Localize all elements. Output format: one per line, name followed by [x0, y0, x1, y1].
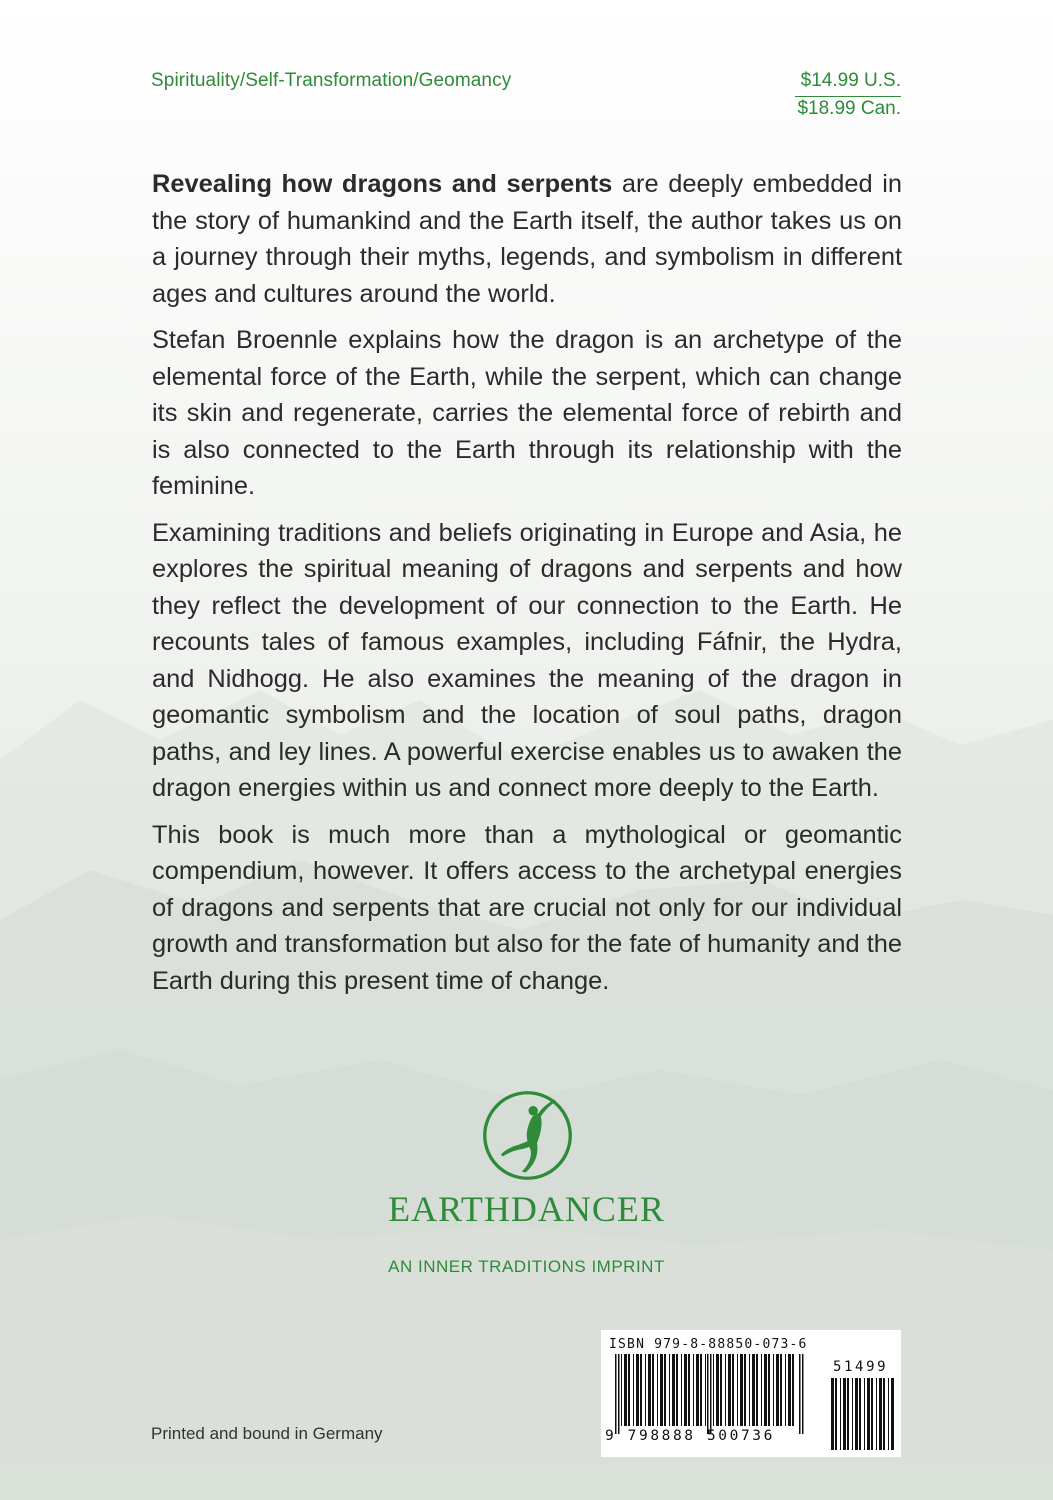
description-lead: Revealing how dragons and serpents — [152, 170, 613, 198]
category-label: Spirituality/Self-Transformation/Geomancy — [151, 70, 512, 91]
book-description — [152, 166, 902, 1009]
printed-in-label: Printed and bound in Germany — [151, 1424, 383, 1443]
barcode-digits: 9 798888 500736 — [605, 1428, 775, 1444]
price-us: $14.99 U.S. — [800, 70, 901, 91]
description-paragraph-4: This book is much more than a mythological or geomantic compendium, however. It offers access to the archetypal energies of dragons and serpents that are crucial not only for our individual growth and transformation but also for the fate of humanity and the Earth during this present time of change. — [152, 820, 902, 995]
price-addon-digits: 51499 — [833, 1359, 889, 1375]
description-paragraph-2: Stefan Broennle explains how the dragon is an archetype of the elemental force of the Earth, while the serpent, which can change its skin and regenerate, carries the elemental force of rebirth and is also connected to the Earth through its relationship with the feminine. — [152, 326, 902, 500]
description-paragraph-3: Examining traditions and beliefs originating in Europe and Asia, he explores the spiritual meaning of dragons and serpents and how they reflect the development of our connection to the Earth. He recounts tales of famous examples, including Fáfnir, the Hydra, and Nidhogg. He also examines the meaning of the dragon in geomantic symbolism and the location of soul paths, dragon paths, and ley lines. A powerful exercise enables us to awaken the dragon energies within us and connect more deeply to the Earth. — [152, 518, 902, 802]
description-paragraph-1 — [152, 166, 902, 312]
price-divider — [795, 96, 901, 97]
isbn-number: ISBN 979-8-88850-073-6 — [609, 1337, 808, 1352]
price-canada: $18.99 Can. — [797, 98, 901, 119]
publisher-name: EARTHDANCER — [388, 1189, 665, 1229]
description-p1-rest: are deeply embedded in the story of humankind and the Earth itself, the author takes us on a journey through their myths, legends, and symbolism in different ages and cultures around the world. — [152, 170, 903, 308]
dancer-in-circle-icon — [480, 1088, 575, 1183]
imprint-line: AN INNER TRADITIONS IMPRINT — [388, 1257, 665, 1276]
